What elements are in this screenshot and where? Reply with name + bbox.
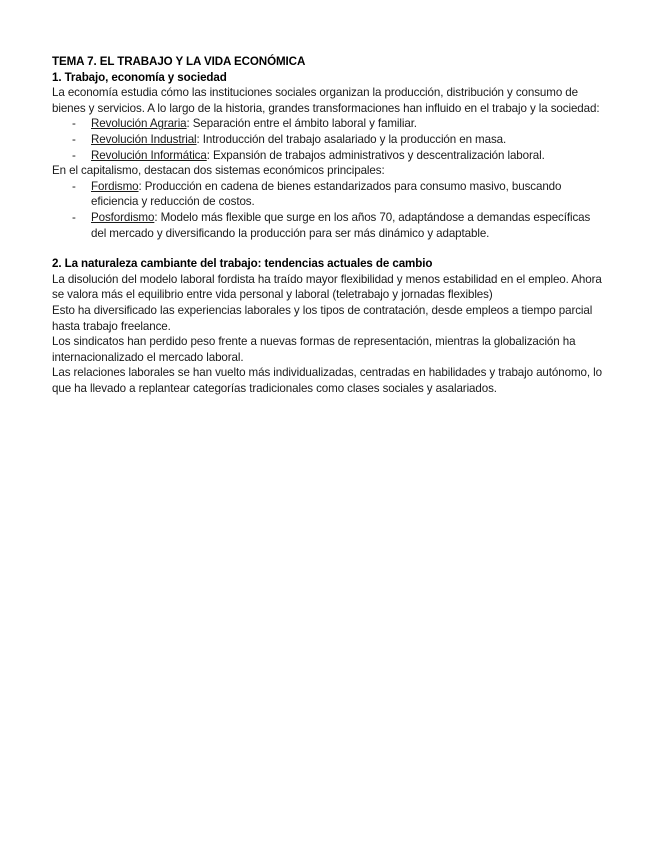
list-item xyxy=(52,116,604,132)
list-item xyxy=(52,179,604,210)
document-title: TEMA 7. EL TRABAJO Y LA VIDA ECONÓMICA xyxy=(52,55,306,68)
list-dash: - xyxy=(72,210,76,224)
systems-intro: En el capitalismo, destacan dos sistemas económicos principales: xyxy=(52,164,385,178)
list-dash: - xyxy=(72,148,76,162)
revolutions-list xyxy=(52,116,604,163)
section-2-heading: 2. La naturaleza cambiante del trabajo: tendencias actuales de cambio xyxy=(52,257,433,271)
list-item xyxy=(52,210,604,241)
section-1-intro: La economía estudia cómo las instituciones sociales organizan la producción, distribución y consumo de bienes y servicios. A lo largo de la historia, grandes transformaciones han influido en el trabajo y la sociedad: xyxy=(52,86,600,115)
list-item xyxy=(52,132,604,148)
section-2-paragraph: Las relaciones laborales se han vuelto más individualizadas, centradas en habilidades y trabajo autónomo, lo que ha llevado a replantear categorías tradicionales como clases sociales y asalariados. xyxy=(52,366,602,395)
systems-list xyxy=(52,179,604,241)
revolution-term: Revolución Agraria xyxy=(91,117,187,131)
system-term: Fordismo xyxy=(91,179,139,193)
revolution-description: : Separación entre el ámbito laboral y familiar. xyxy=(186,117,417,131)
document-page xyxy=(52,54,604,396)
list-item xyxy=(52,148,604,164)
list-dash: - xyxy=(72,179,76,193)
section-2-paragraph: Esto ha diversificado las experiencias laborales y los tipos de contratación, desde empleos a tiempo parcial hasta trabajo freelance. xyxy=(52,303,593,333)
revolution-description: : Expansión de trabajos administrativos y descentralización laboral. xyxy=(206,148,545,162)
revolution-description: : Introducción del trabajo asalariado y la producción en masa. xyxy=(196,132,507,146)
system-term: Posfordismo xyxy=(91,210,155,224)
revolution-term: Revolución Informática xyxy=(91,148,207,162)
section-2-paragraph: Los sindicatos han perdido peso frente a nuevas formas de representación, mientras la globalización ha internacionalizado el mercado laboral. xyxy=(52,335,576,364)
revolution-term: Revolución Industrial xyxy=(91,132,197,146)
system-description: : Modelo más flexible que surge en los años 70, adaptándose a demandas específicas del mercado y diversificando la producción para ser más dinámico y adaptable. xyxy=(91,210,591,240)
list-dash: - xyxy=(72,117,76,131)
system-description: : Producción en cadena de bienes estandarizados para consumo masivo, buscando eficiencia y reducción de costos. xyxy=(91,179,562,209)
section-1-heading: 1. Trabajo, economía y sociedad xyxy=(52,70,227,84)
section-2-paragraph: La disolución del modelo laboral fordista ha traído mayor flexibilidad y menos estabilidad en el empleo. Ahora se valora más el equilibrio entre vida personal y laboral (teletrabajo y jornadas flexibles) xyxy=(52,272,602,302)
list-dash: - xyxy=(72,132,76,146)
